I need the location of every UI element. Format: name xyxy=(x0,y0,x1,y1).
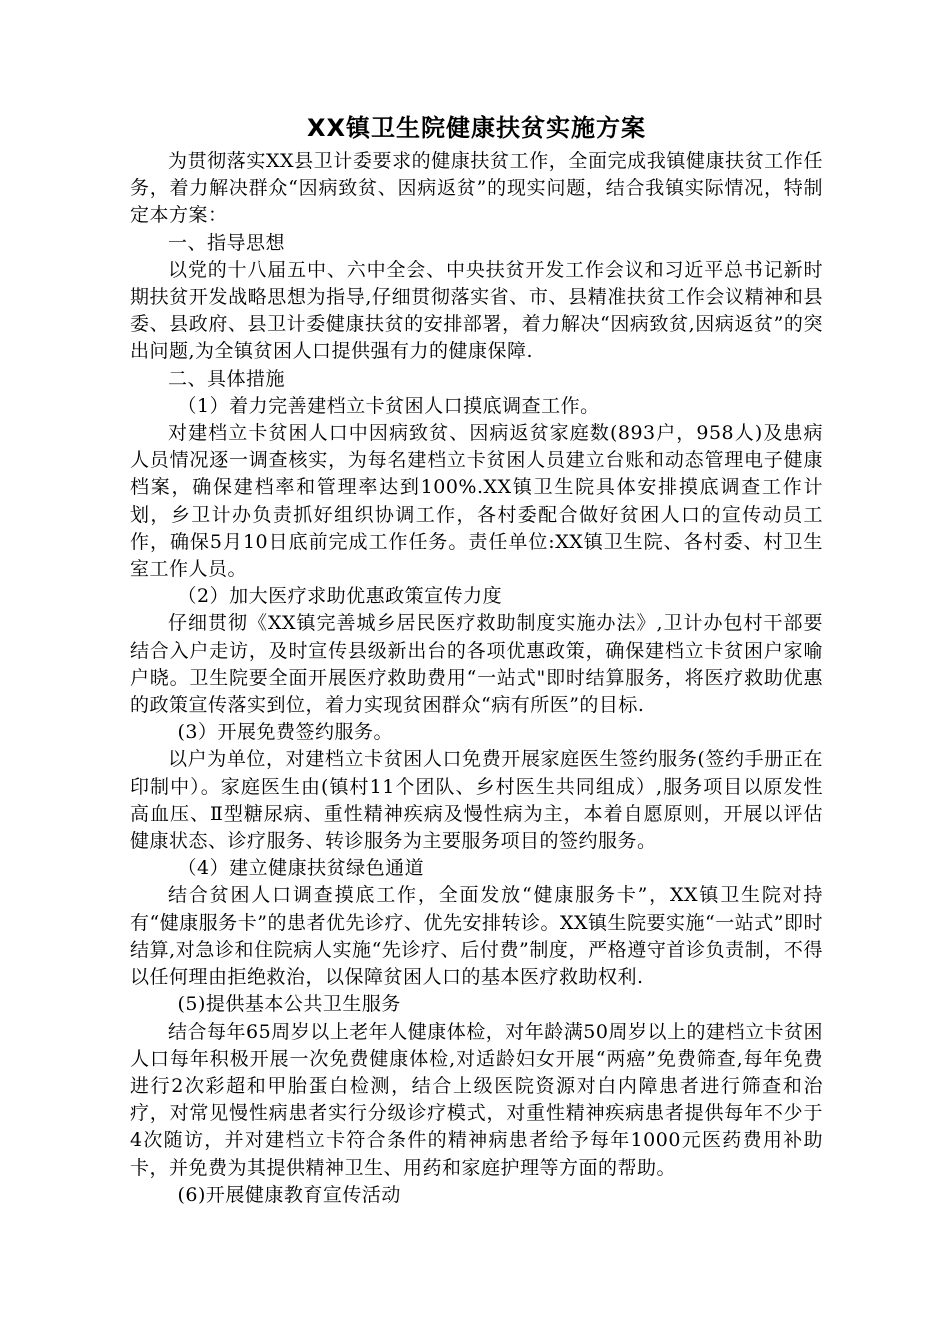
measure-4-heading: （4）建立健康扶贫绿色通道 xyxy=(177,857,425,880)
section-heading-specific-measures: 二、具体措施 xyxy=(168,367,286,390)
measure-2-heading: （2）加大医疗求助优惠政策宣传力度 xyxy=(177,585,503,608)
measure-1-heading: （1）着力完善建档立卡贫困人口摸底调查工作。 xyxy=(177,394,600,417)
measure-4-paragraph: 结合贫困人口调查摸底工作，全面发放“健康服务卡”，XX镇卫生院对持有“健康服务卡”的患者优先诊疗、优先安排转诊。XX镇生院要实施“一站式”即时结算,对急诊和住院病人实施“先诊疗、后付费”制度，严格遵守首诊负责制，不得以任何理由拒绝救治，以保障贫困人口的基本医疗救助权利. xyxy=(130,884,823,989)
measure-3-heading: (3）开展免费签约服务。 xyxy=(177,721,394,744)
measure-5-paragraph: 结合每年65周岁以上老年人健康体检，对年龄满50周岁以上的建档立卡贫困人口每年积极开展一次免费健康体检,对适龄妇女开展“两癌”免费筛查,每年免费进行2次彩超和甲胎蛋白检测，结合上级医院资源对白内障患者进行筛查和治疗，对常见慢性病患者实行分级诊疗模式，对重性精神疾病患者提供每年不少于4次随访，并对建档立卡符合条件的精神病患者给予每年1000元医药费用补助卡，并免费为其提供精神卫生、用药和家庭护理等方面的帮助。 xyxy=(130,1020,823,1179)
measure-2-paragraph: 仔细贯彻《XX镇完善城乡居民医疗救助制度实施办法》,卫计办包村干部要结合入户走访，及时宣传县级新出台的各项优惠政策，确保建档立卡贫困户家喻户晓。卫生院要全面开展医疗救助费用“一站式"即时结算服务，将医疗救助优惠的政策宣传落实到位，着力实现贫困群众“病有所医”的目标. xyxy=(130,612,823,717)
intro-paragraph: 为贯彻落实XX县卫计委要求的健康扶贫工作，全面完成我镇健康扶贫工作任务，着力解决群众“因病致贫、因病返贫”的现实问题，结合我镇实际情况，特制定本方案： xyxy=(130,150,823,227)
document-title: XX镇卫生院健康扶贫实施方案 xyxy=(306,114,646,142)
measure-1-paragraph: 对建档立卡贫困人口中因病致贫、因病返贫家庭数(893户，958人)及患病人员情况逐一调查核实，为每名建档立卡贫困人员建立台账和动态管理电子健康档案，确保建档率和管理率达到100%.XX镇卫生院具体安排摸底调查工作计划，乡卫计办负责抓好组织协调工作，各村委配合做好贫困人口的宣传动员工作，确保5月10日底前完成工作任务。责任单位:XX镇卫生院、各村委、村卫生室工作人员。 xyxy=(130,422,823,581)
measure-3-paragraph: 以户为单位，对建档立卡贫困人口免费开展家庭医生签约服务(签约手册正在印制中）。家庭医生由(镇村11个团队、乡村医生共同组成）,服务项目以原发性高血压、Ⅱ型糖尿病、重性精神疾病及慢性病为主，本着自愿原则，开展以评估健康状态、诊疗服务、转诊服务为主要服务项目的签约服务。 xyxy=(130,748,823,853)
guiding-ideology-paragraph: 以党的十八届五中、六中全会、中央扶贫开发工作会议和习近平总书记新时期扶贫开发战略思想为指导,仔细贯彻落实省、市、县精准扶贫工作会议精神和县委、县政府、县卫计委健康扶贫的安排部署，着力解决“因病致贫,因病返贫”的突出问题,为全镇贫困人口提供强有力的健康保障. xyxy=(130,258,823,363)
measure-5-heading: (5)提供基本公共卫生服务 xyxy=(177,993,401,1016)
document-page xyxy=(130,110,823,1209)
section-heading-guiding-ideology: 一、指导思想 xyxy=(168,231,286,254)
measure-6-heading: (6)开展健康教育宣传活动 xyxy=(177,1183,401,1206)
